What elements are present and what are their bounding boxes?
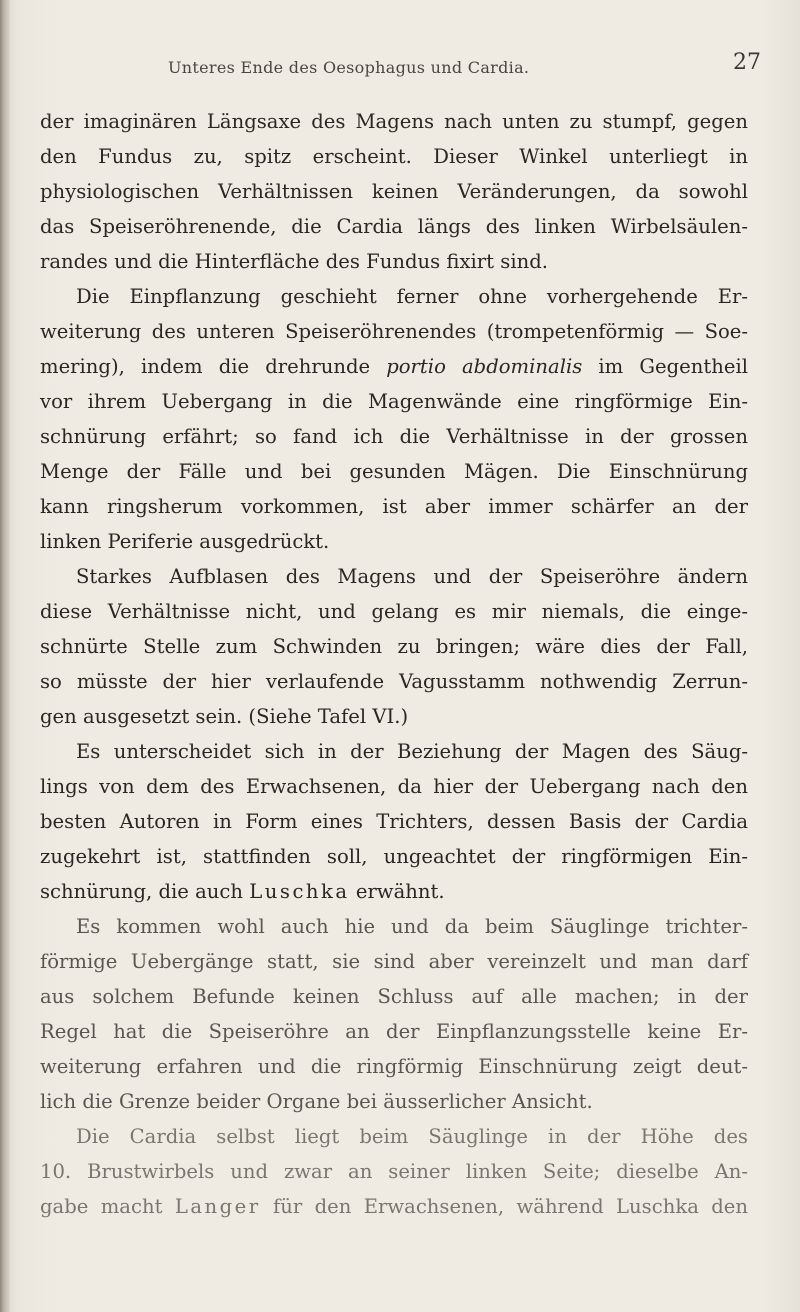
text-line: gen ausgesetzt sein. (Siehe Tafel VI.) [40,705,409,728]
text-line [40,874,748,909]
text-line: Es unterscheidet sich in der Beziehung der Magen des Säug- [76,740,748,763]
text-line: schnürte Stelle zum Schwinden zu bringen; wäre dies der Fall, [40,635,748,658]
text-line: Es kommen wohl auch hie und da beim Säuglinge trichter- [76,915,748,938]
text-line: förmige Uebergänge statt, sie sind aber vereinzelt und man darf [40,950,748,973]
text-line: Starkes Aufblasen des Magens und der Speiseröhre ändern [76,565,748,588]
body-text [40,104,748,1224]
text-line: der imaginären Längsaxe des Magens nach unten zu stumpf, gegen [40,110,748,133]
running-header: Unteres Ende des Oesophagus und Cardia. [168,58,530,77]
text-line: Die Einpflanzung geschieht ferner ohne vorhergehende Er- [76,285,748,308]
text-line: zugekehrt ist, stattfinden soll, ungeachtet der ringförmigen Ein- [40,845,748,868]
text-line: kann ringsherum vorkommen, ist aber immer schärfer an der [40,495,748,518]
text-line: schnürung erfährt; so fand ich die Verhältnisse in der grossen [40,425,748,448]
text-line [40,1189,748,1224]
text-segment: erwähnt. [355,880,445,903]
text-line: Regel hat die Speiseröhre an der Einpflanzungsstelle keine Er- [40,1020,748,1043]
text-line: 10. Brustwirbels und zwar an seiner linken Seite; dieselbe An- [40,1160,748,1183]
text-line: weiterung des unteren Speiseröhrenendes (trompetenförmig — Soe- [40,320,748,343]
author-name-luschka: Luschka [249,880,350,903]
text-line: vor ihrem Uebergang in die Magenwände eine ringförmige Ein- [40,390,748,413]
text-line: physiologischen Verhältnissen keinen Veränderungen, da sowohl [40,180,748,203]
text-line: so müsste der hier verlaufende Vagusstamm nothwendig Zerrun- [40,670,748,693]
text-line: Menge der Fälle und bei gesunden Mägen. Die Einschnürung [40,460,748,483]
text-segment: mering), indem die drehrunde [40,355,371,378]
text-segment: im Gegentheil [598,355,749,378]
page-number: 27 [733,50,761,75]
text-line: lich die Grenze beider Organe bei äusserlicher Ansicht. [40,1090,593,1113]
text-segment: gabe macht [40,1195,163,1218]
text-line: randes und die Hinterfläche des Fundus fixirt sind. [40,250,548,273]
author-name-langer: Langer [174,1195,261,1218]
text-line: den Fundus zu, spitz erscheint. Dieser Winkel unterliegt in [40,145,748,168]
italic-term: portio abdominalis [386,355,583,378]
text-segment: schnürung, die auch [40,880,244,903]
text-line [40,349,748,384]
text-line: Die Cardia selbst liegt beim Säuglinge in der Höhe des [76,1125,748,1148]
text-line: lings von dem des Erwachsenen, da hier der Uebergang nach den [40,775,748,798]
text-line: weiterung erfahren und die ringförmig Einschnürung zeigt deut- [40,1055,748,1078]
text-line: besten Autoren in Form eines Trichters, dessen Basis der Cardia [40,810,748,833]
page-binding-edge [0,0,10,1312]
text-line: das Speiseröhrenende, die Cardia längs des linken Wirbelsäulen- [40,215,748,238]
text-line: linken Periferie ausgedrückt. [40,530,330,553]
text-segment: für den Erwachsenen, während Luschka den [273,1195,748,1218]
text-line: aus solchem Befunde keinen Schluss auf alle machen; in der [40,985,748,1008]
text-line: diese Verhältnisse nicht, und gelang es mir niemals, die einge- [40,600,748,623]
